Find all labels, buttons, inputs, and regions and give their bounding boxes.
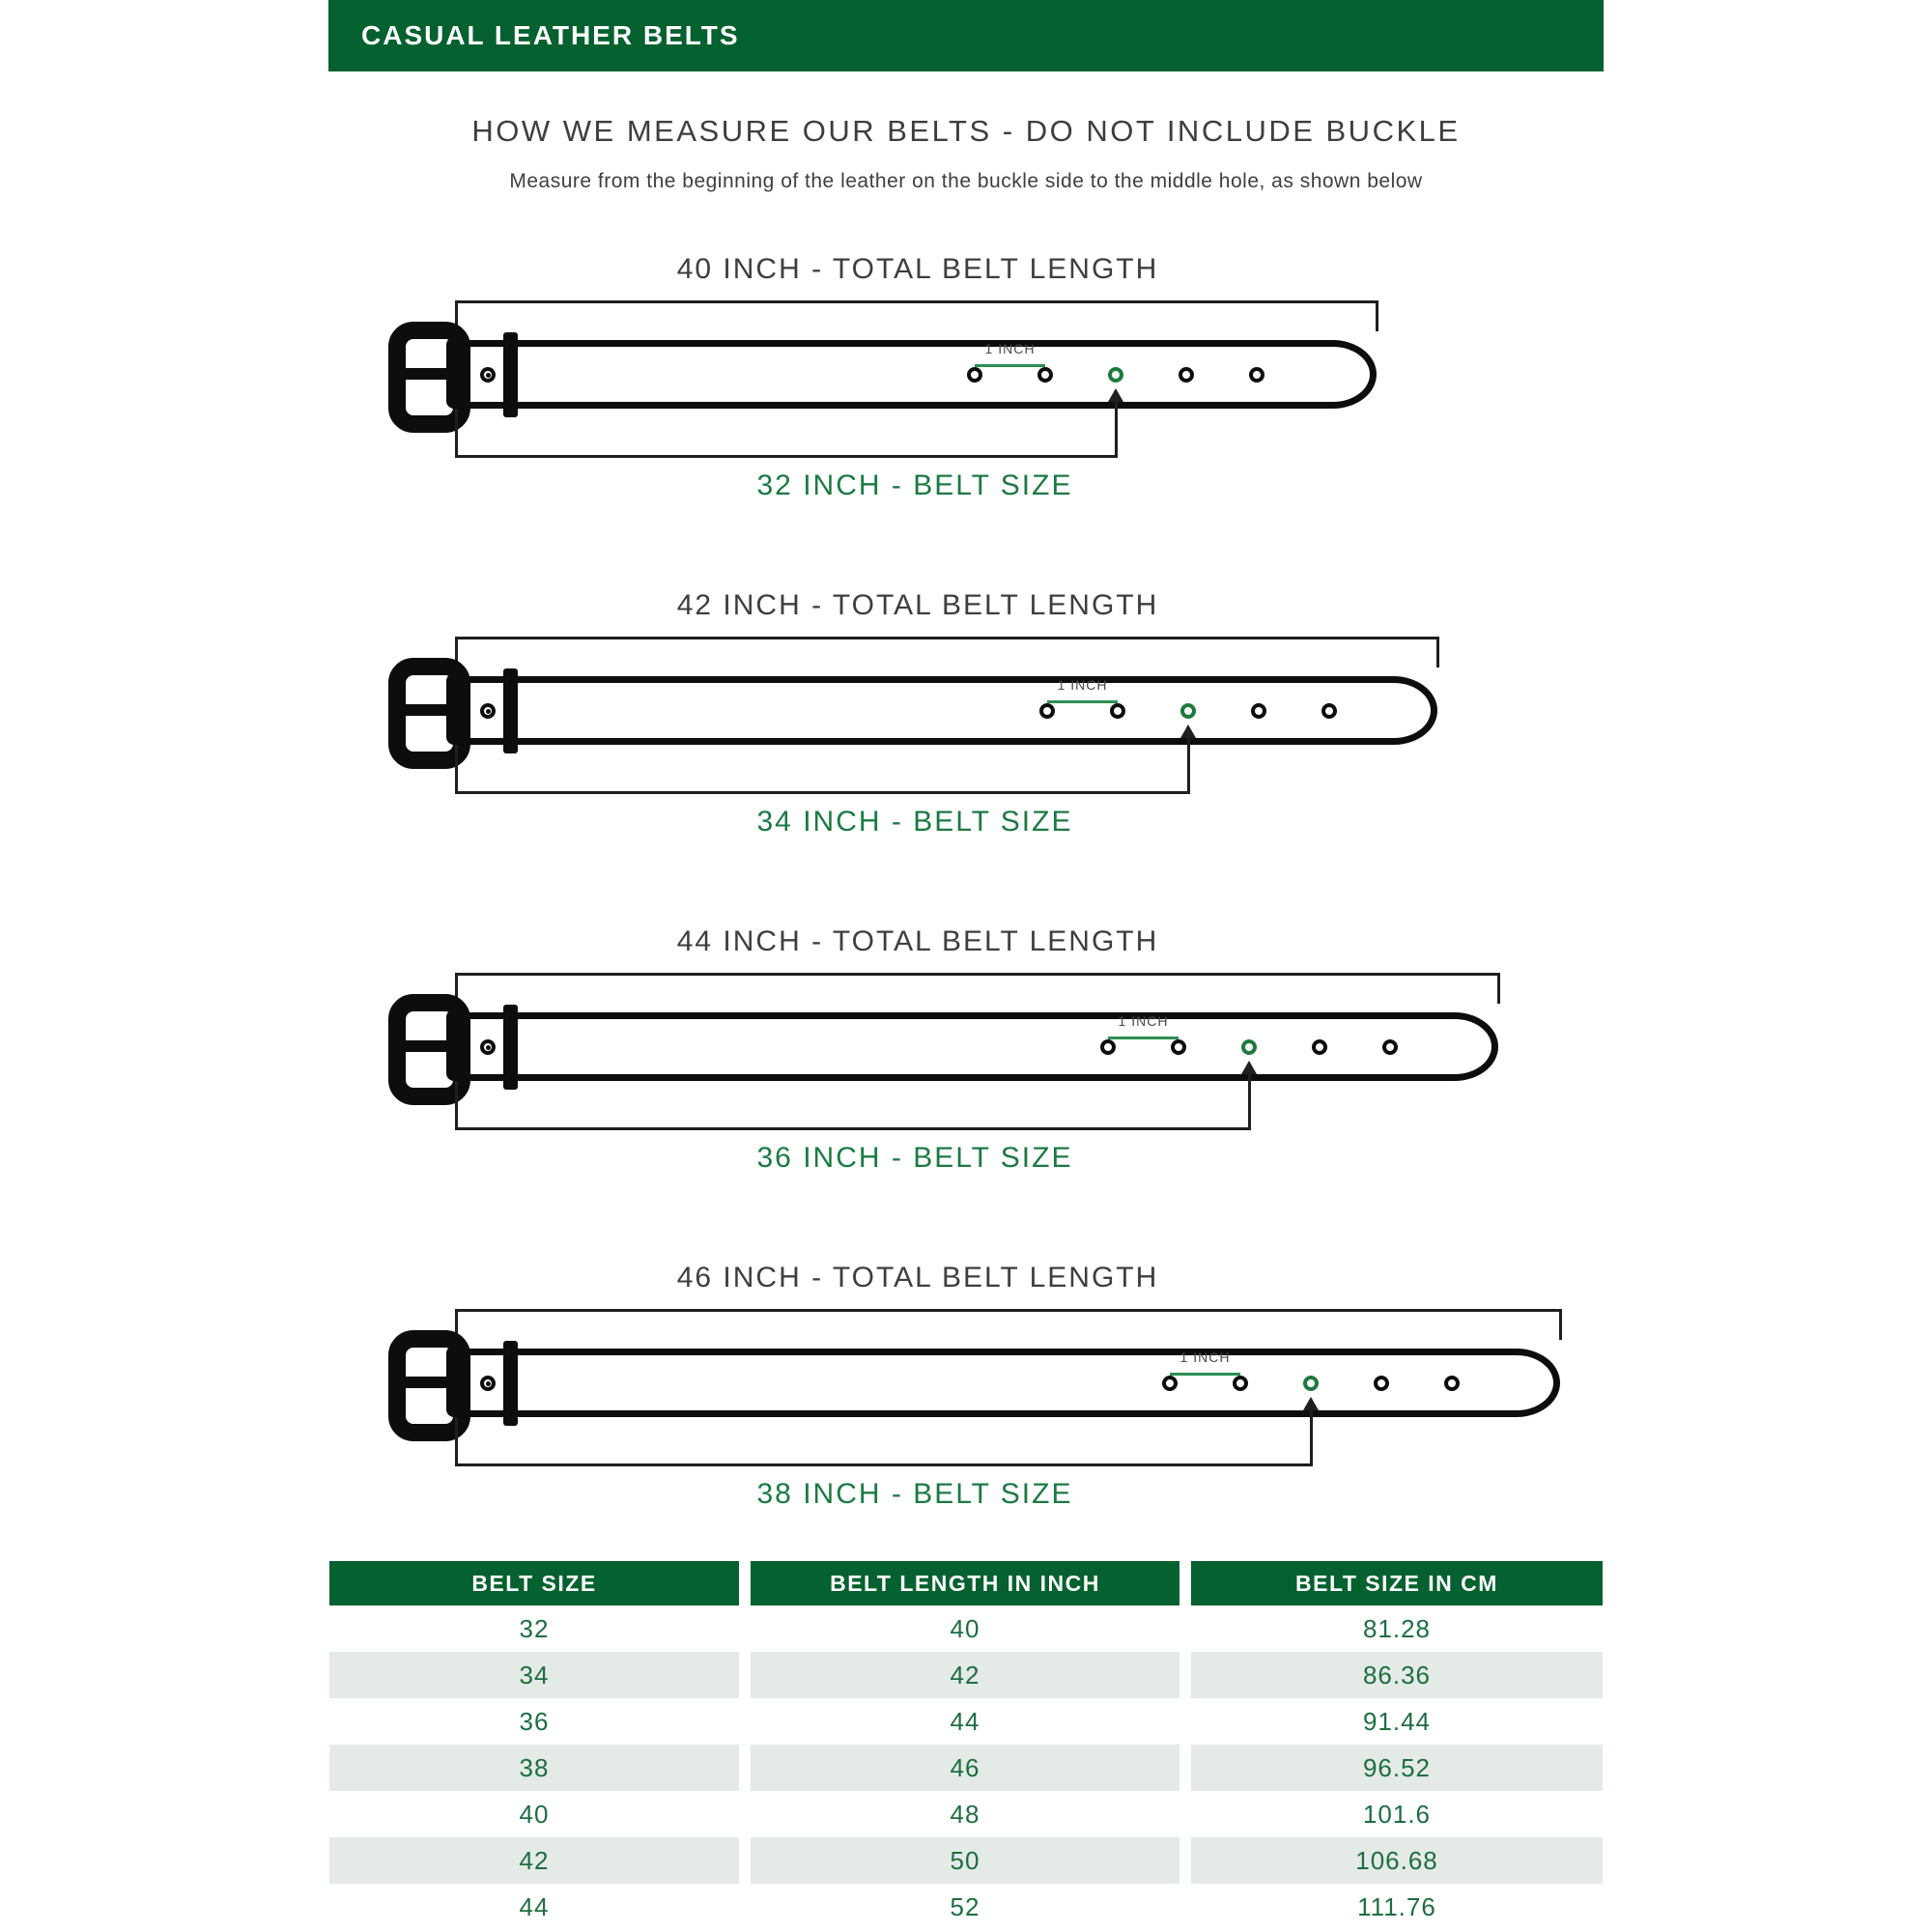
table-cell: 42: [329, 1837, 739, 1884]
table-cell: 101.6: [1362, 1800, 1432, 1829]
belt-diagram-40-inch: [0, 251, 1932, 512]
belt-strap: [454, 340, 1377, 409]
table-cell: 50: [751, 1837, 1179, 1884]
section-heading: HOW WE MEASURE OUR BELTS - DO NOT INCLUDE BUCKLE: [471, 114, 1461, 148]
bottom-bracket-line: [455, 455, 1118, 458]
table-cell: 40: [519, 1800, 550, 1829]
belt-keeper-loop: [503, 1005, 518, 1090]
total-length-label: 44 INCH - TOTAL BELT LENGTH: [676, 925, 1159, 957]
belt-strap: [454, 676, 1437, 745]
bottom-bracket-arrow-line: [1248, 1074, 1251, 1127]
belt-hole: [1382, 1039, 1398, 1055]
arrow-up-icon: [1108, 388, 1123, 402]
table-cell: 44: [950, 1707, 980, 1736]
belt-keeper-loop: [503, 332, 518, 417]
belt-strap: [454, 1012, 1498, 1081]
arrow-up-icon: [1241, 1061, 1257, 1074]
buckle-fold-bar: [446, 337, 462, 409]
one-inch-line: [1170, 1373, 1240, 1376]
one-inch-label: 1 INCH: [984, 341, 1036, 356]
belt-diagram-44-inch: [0, 923, 1932, 1184]
total-length-label: 42 INCH - TOTAL BELT LENGTH: [676, 589, 1159, 621]
table-cell: 52: [950, 1892, 980, 1921]
belt-hole: [1037, 367, 1053, 383]
belt-hole: [1039, 703, 1055, 719]
table-row: [329, 1884, 1603, 1930]
rivet-hole: [480, 1039, 496, 1055]
table-cell: 40: [950, 1614, 980, 1643]
top-bracket-line: [455, 973, 1500, 976]
top-bracket-line: [455, 300, 1378, 303]
buckle-fold-bar: [446, 1346, 462, 1417]
belt-hole: [1321, 703, 1337, 719]
table-row: [329, 1791, 1603, 1837]
belt-keeper-loop: [503, 668, 518, 753]
total-length-label: 46 INCH - TOTAL BELT LENGTH: [676, 1262, 1159, 1293]
belt-size-label: 36 INCH - BELT SIZE: [756, 1142, 1073, 1174]
table-cell: 91.44: [1362, 1707, 1432, 1736]
belt-hole: [1374, 1376, 1389, 1391]
one-inch-label: 1 INCH: [1118, 1013, 1169, 1029]
belt-keeper-loop: [503, 1341, 518, 1426]
section-subheading: Measure from the beginning of the leather on the buckle side to the middle hole, as shown below: [509, 170, 1423, 192]
belt-hole: [1444, 1376, 1460, 1391]
table-cell: 111.76: [1357, 1892, 1436, 1921]
belt-hole: [1312, 1039, 1327, 1055]
belt-hole: [1233, 1376, 1248, 1391]
belt-hole-middle: [1180, 703, 1196, 719]
one-inch-line: [975, 364, 1045, 367]
one-inch-label: 1 INCH: [1179, 1350, 1231, 1365]
arrow-up-icon: [1303, 1397, 1319, 1410]
belt-size-label: 34 INCH - BELT SIZE: [756, 806, 1073, 838]
belt-hole: [1110, 703, 1125, 719]
belt-hole: [1249, 367, 1264, 383]
total-length-label: 40 INCH - TOTAL BELT LENGTH: [676, 253, 1159, 285]
buckle-fold-bar: [446, 1009, 462, 1081]
bottom-bracket-left-tick: [455, 745, 458, 793]
belt-diagram-46-inch: [0, 1260, 1932, 1520]
bottom-bracket-left-tick: [455, 409, 458, 457]
one-inch-label: 1 INCH: [1057, 677, 1108, 693]
table-row: [329, 1605, 1603, 1652]
bottom-bracket-arrow-line: [1187, 738, 1190, 791]
belt-hole-middle: [1241, 1039, 1257, 1055]
table-row: [329, 1698, 1603, 1745]
table-cell: 44: [519, 1892, 550, 1921]
bottom-bracket-left-tick: [455, 1417, 458, 1465]
belt-hole-middle: [1108, 367, 1123, 383]
belt-hole: [1251, 703, 1266, 719]
belt-size-label: 38 INCH - BELT SIZE: [756, 1478, 1073, 1510]
rivet-hole: [480, 703, 496, 719]
column-header-belt-size: BELT SIZE: [329, 1561, 739, 1605]
size-chart-table: [329, 1561, 1603, 1930]
bottom-bracket-arrow-line: [1310, 1410, 1313, 1463]
one-inch-line: [1108, 1037, 1179, 1039]
arrow-up-icon: [1180, 724, 1196, 738]
table-cell: 38: [329, 1745, 739, 1791]
bottom-bracket-left-tick: [455, 1081, 458, 1129]
table-cell: 86.36: [1191, 1652, 1603, 1698]
table-cell: 46: [751, 1745, 1179, 1791]
table-cell: 48: [950, 1800, 980, 1829]
top-bracket-right-tick: [1436, 637, 1439, 668]
page-title: CASUAL LEATHER BELTS: [361, 20, 740, 50]
belt-hole: [1100, 1039, 1116, 1055]
column-header-belt-length-inch: BELT LENGTH IN INCH: [751, 1561, 1179, 1605]
rivet-hole: [480, 367, 496, 383]
top-bracket-right-tick: [1559, 1309, 1562, 1340]
buckle-fold-bar: [446, 673, 462, 745]
bottom-bracket-arrow-line: [1115, 402, 1118, 455]
top-bracket-right-tick: [1497, 973, 1500, 1004]
table-cell: 96.52: [1191, 1745, 1603, 1791]
table-cell: 42: [751, 1652, 1179, 1698]
belt-hole: [1179, 367, 1194, 383]
table-row: [329, 1837, 1603, 1884]
belt-diagram-42-inch: [0, 587, 1932, 848]
column-header-belt-size-cm: BELT SIZE IN CM: [1191, 1561, 1603, 1605]
table-cell: 32: [519, 1614, 550, 1643]
table-cell: 36: [519, 1707, 550, 1736]
belt-hole-middle: [1303, 1376, 1319, 1391]
bottom-bracket-line: [455, 791, 1190, 794]
top-bracket-right-tick: [1376, 300, 1378, 331]
belt-hole: [1162, 1376, 1178, 1391]
belt-hole: [1171, 1039, 1186, 1055]
top-bracket-line: [455, 637, 1439, 639]
belt-strap: [454, 1349, 1560, 1417]
page-header-bar: [328, 0, 1604, 71]
table-row: [329, 1745, 1603, 1791]
top-bracket-line: [455, 1309, 1562, 1312]
rivet-hole: [480, 1376, 496, 1391]
table-cell: 34: [329, 1652, 739, 1698]
table-cell: 106.68: [1191, 1837, 1603, 1884]
table-header-row: [329, 1561, 1603, 1605]
belt-size-label: 32 INCH - BELT SIZE: [756, 469, 1073, 501]
one-inch-line: [1047, 700, 1118, 703]
table-row: [329, 1652, 1603, 1698]
belt-hole: [967, 367, 982, 383]
table-cell: 81.28: [1362, 1614, 1432, 1643]
bottom-bracket-line: [455, 1463, 1313, 1466]
bottom-bracket-line: [455, 1127, 1251, 1130]
